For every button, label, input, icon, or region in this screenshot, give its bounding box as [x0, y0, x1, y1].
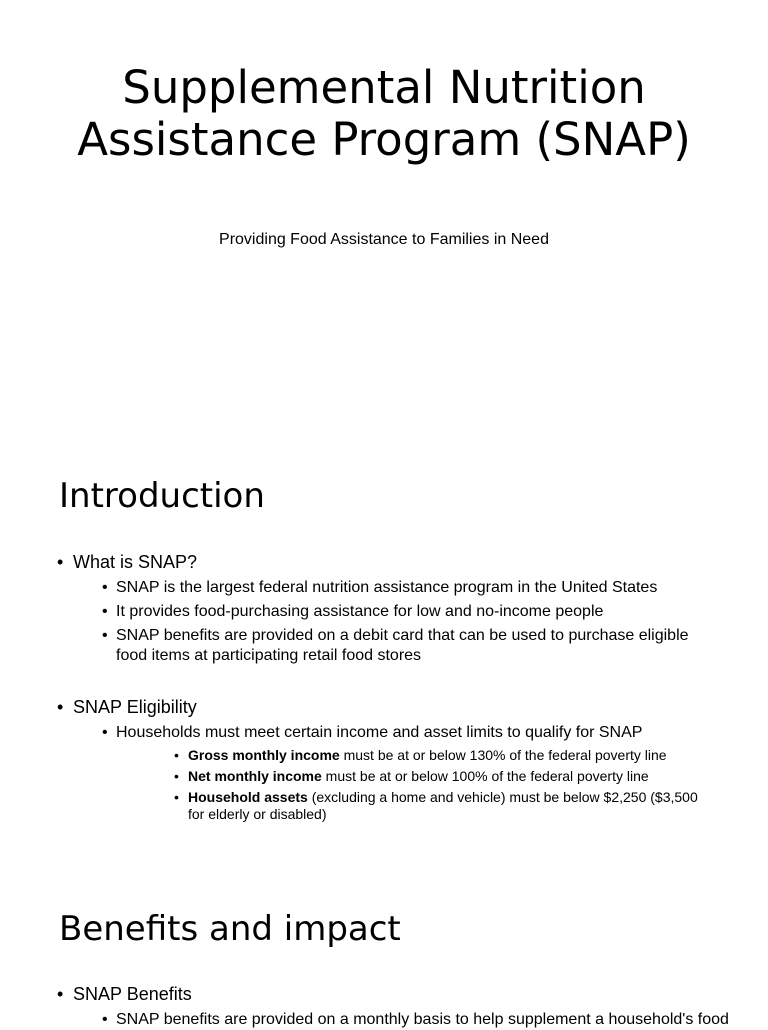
subtitle: Providing Food Assistance to Families in Need: [219, 231, 549, 248]
snap-eligibility-label: SNAP Eligibility: [73, 697, 197, 717]
title-slide: [0, 0, 768, 432]
eligibility-sublist: [73, 723, 717, 823]
intro-list: [57, 551, 717, 823]
what-is-snap-item: [57, 551, 717, 666]
snap-benefits-label: SNAP Benefits: [73, 984, 192, 1004]
snap-benefits-item: [57, 983, 729, 1030]
eligibility-requirement: Households must meet certain income and asset limits to qualify for SNAP: [116, 724, 643, 741]
list-item: [73, 723, 717, 823]
main-title: Supplemental Nutrition Assistance Program (SNAP): [77, 61, 691, 166]
criteria-text: (excluding a home and vehicle) must be below $2,250 ($3,500 for elderly or disabled): [188, 789, 698, 822]
snap-eligibility-item: [57, 696, 717, 823]
criteria-text: must be at or below 130% of the federal poverty line: [339, 747, 667, 763]
list-item: • SNAP is the largest federal nutrition assistance program in the United States: [73, 578, 717, 598]
benefits-sublist: [73, 1010, 729, 1030]
criteria-item: [116, 768, 717, 785]
criteria-term: Net monthly income: [188, 768, 322, 784]
what-is-snap-label: What is SNAP?: [73, 552, 198, 572]
criteria-item: [116, 789, 717, 823]
criteria-text: must be at or below 100% of the federal poverty line: [321, 768, 649, 784]
list-item: • SNAP benefits are provided on a monthly basis to help supplement a household's food: [73, 1010, 717, 1030]
list-item: • It provides food-purchasing assistance for low and no-income people: [73, 602, 717, 622]
what-is-snap-sublist: [73, 578, 717, 666]
criteria-term: Household assets: [188, 789, 308, 805]
benefits-list: [57, 983, 729, 1030]
criteria-term: Gross monthly income: [188, 747, 340, 763]
list-item: • SNAP benefits are provided on a debit card that can be used to purchase eligible food items at participating retail food stores: [73, 626, 717, 666]
intro-heading: Introduction: [59, 476, 265, 516]
criteria-item: [116, 747, 717, 764]
criteria-sublist: [116, 747, 717, 823]
benefits-heading: Benefits and impact: [59, 909, 401, 949]
